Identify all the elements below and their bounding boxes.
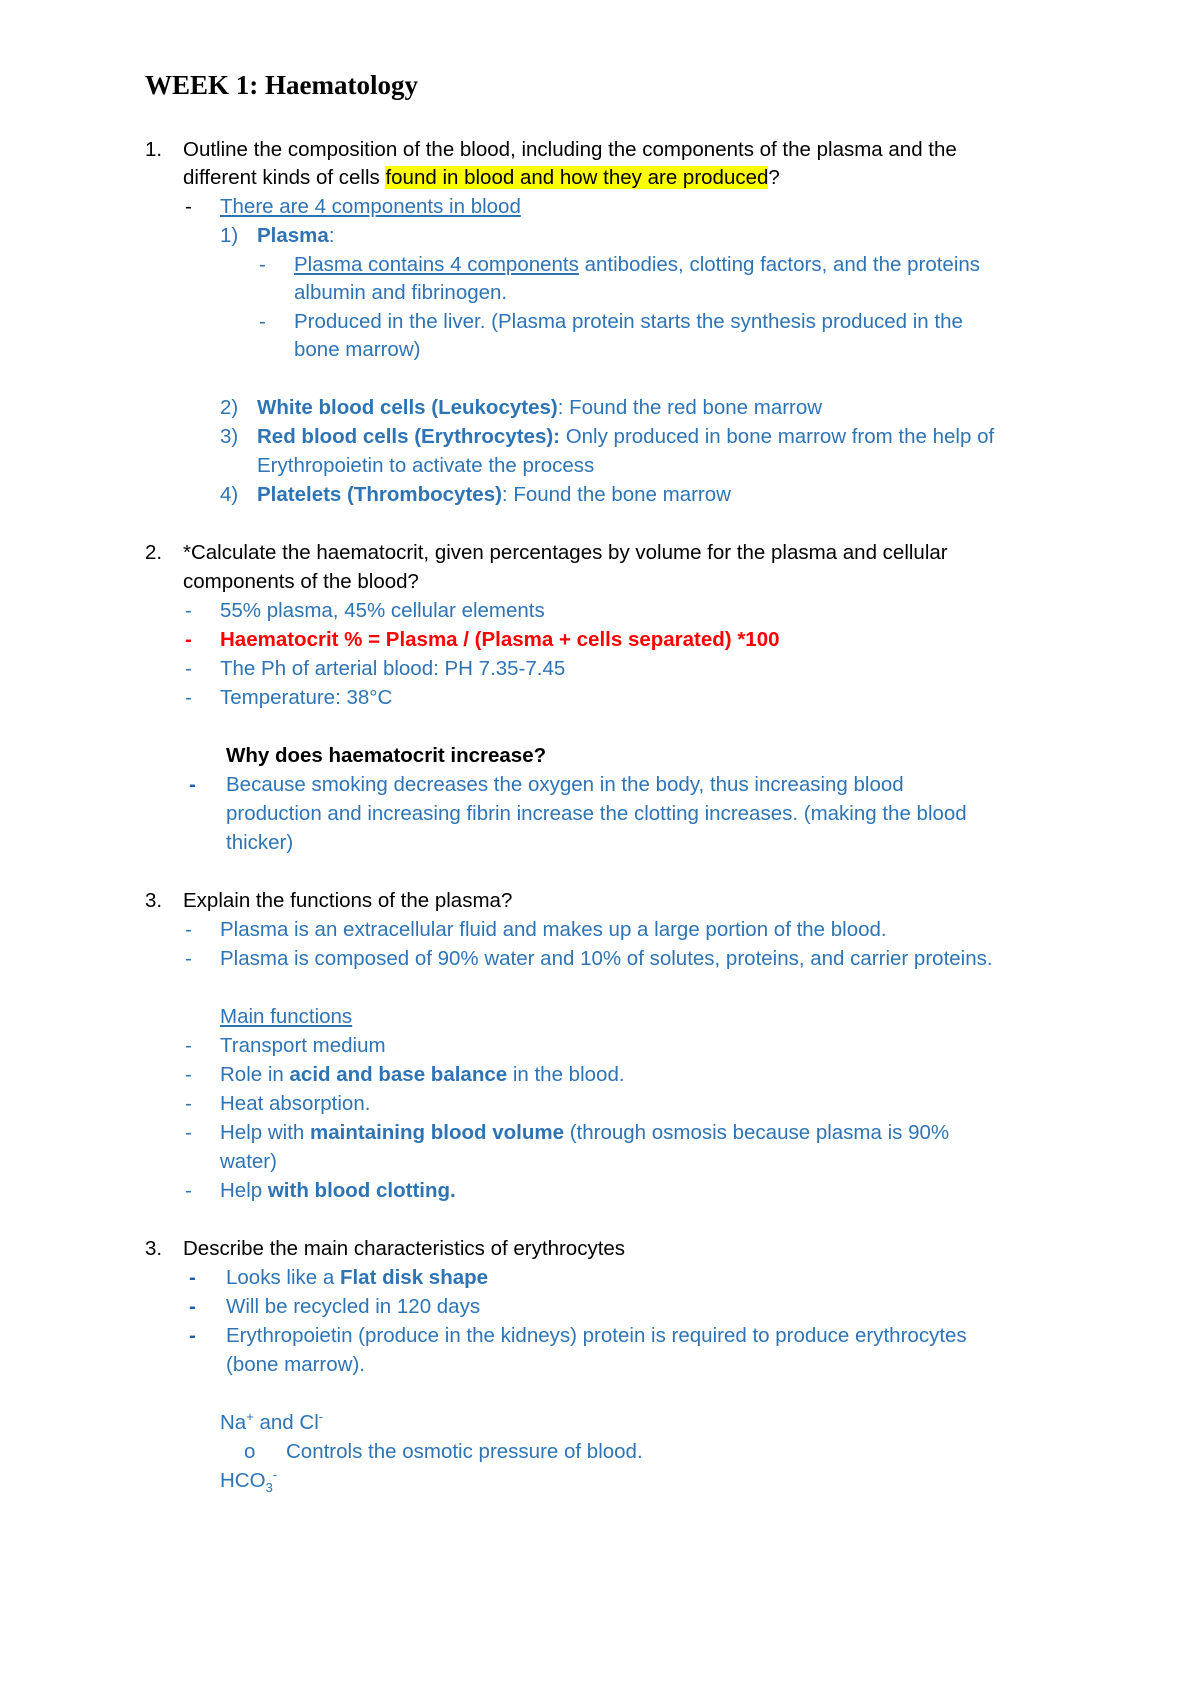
plasma-sub-2-line2: bone marrow) xyxy=(294,338,421,361)
function-4-post: (through osmosis because plasma is 90% xyxy=(564,1121,950,1144)
erythrocyte-bullet-3-line1: Erythropoietin (produce in the kidneys) protein is required to produce erythrocytes xyxy=(226,1324,967,1347)
component-4-number: 4) xyxy=(220,483,239,506)
function-1: Transport medium xyxy=(220,1034,386,1057)
function-2-post: in the blood. xyxy=(507,1063,625,1086)
component-3-label: Red blood cells (Erythrocytes): xyxy=(257,425,561,448)
q4-question: Describe the main characteristics of erythrocytes xyxy=(183,1237,626,1260)
component-4-rest: : Found the bone marrow xyxy=(501,483,731,506)
ion-hco-subscript: 3 xyxy=(265,1480,273,1496)
bullet-dash: - xyxy=(189,773,196,796)
why-line3: thicker) xyxy=(226,831,294,854)
ion-cl: and Cl xyxy=(253,1411,319,1434)
component-4-label: Platelets (Thrombocytes) xyxy=(257,483,502,506)
erythrocyte-bullet-2: Will be recycled in 120 days xyxy=(226,1295,481,1318)
ion-bicarbonate xyxy=(220,1467,277,1494)
q2-number: 2. xyxy=(145,541,163,564)
function-2 xyxy=(220,1061,625,1088)
bullet-dash: - xyxy=(185,628,192,651)
component-1-heading xyxy=(257,222,335,249)
q2-line2: components of the blood? xyxy=(183,570,419,593)
bullet-dash: - xyxy=(185,657,192,680)
component-1-label: Plasma xyxy=(257,224,329,247)
q1-number: 1. xyxy=(145,138,163,161)
ion-sodium-chloride xyxy=(220,1409,323,1436)
plasma-sub-1-underlined: Plasma contains 4 components xyxy=(294,253,579,276)
ion-description: Controls the osmotic pressure of blood. xyxy=(286,1440,643,1463)
component-3-rest: Only produced in bone marrow from the help of xyxy=(560,425,995,448)
function-4-pre: Help with xyxy=(220,1121,311,1144)
q2-bullet-3: The Ph of arterial blood: PH 7.35-7.45 xyxy=(220,657,566,680)
main-functions-heading: Main functions xyxy=(220,1005,353,1028)
q2-bullet-1: 55% plasma, 45% cellular elements xyxy=(220,599,545,622)
plasma-sub-2-line1: Produced in the liver. (Plasma protein starts the synthesis produced in the xyxy=(294,310,963,333)
bullet-dash: - xyxy=(185,947,192,970)
q3-bullet-1: Plasma is an extracellular fluid and makes up a large portion of the blood. xyxy=(220,918,887,941)
q1-line2 xyxy=(183,164,780,191)
bullet-dash: - xyxy=(185,195,192,218)
bullet-dash: - xyxy=(185,1092,192,1115)
ion-hco-charge: - xyxy=(272,1467,278,1483)
q1-highlight: found in blood and how they are produced xyxy=(385,166,769,189)
bullet-dash: - xyxy=(185,599,192,622)
bullet-dash: - xyxy=(189,1266,196,1289)
q3-bullet-2: Plasma is composed of 90% water and 10% of solutes, proteins, and carrier proteins. xyxy=(220,947,993,970)
component-2-rest: : Found the red bone marrow xyxy=(557,396,823,419)
component-2-heading xyxy=(257,394,822,421)
bullet-dash: - xyxy=(259,310,266,333)
bullet-dash: - xyxy=(259,253,266,276)
q1-line1: Outline the composition of the blood, including the components of the plasma and the xyxy=(183,138,957,161)
bullet-dash: - xyxy=(189,1324,196,1347)
why-heading: Why does haematocrit increase? xyxy=(226,744,547,767)
component-3-number: 3) xyxy=(220,425,239,448)
plasma-sub-1-rest: antibodies, clotting factors, and the proteins xyxy=(578,253,981,276)
page-title: WEEK 1: Haematology xyxy=(145,70,418,100)
q1-line2-pre: different kinds of cells xyxy=(183,166,386,189)
why-line2: production and increasing fibrin increase the clotting increases. (making the blood xyxy=(226,802,967,825)
component-1-colon: : xyxy=(328,224,335,247)
q4-number: 3. xyxy=(145,1237,163,1260)
q1-line2-post: ? xyxy=(768,166,780,189)
function-4 xyxy=(220,1119,949,1146)
component-3-line2: Erythropoietin to activate the process xyxy=(257,454,595,477)
q2-line1: *Calculate the haematocrit, given percentages by volume for the plasma and cellular xyxy=(183,541,948,564)
haematocrit-formula: Haematocrit % = Plasma / (Plasma + cells separated) *100 xyxy=(220,628,780,651)
q3-number: 3. xyxy=(145,889,163,912)
component-2-number: 2) xyxy=(220,396,239,419)
plasma-sub-1-line2: albumin and fibrinogen. xyxy=(294,281,508,304)
function-4-bold: maintaining blood volume xyxy=(310,1121,564,1144)
bullet-dash: - xyxy=(185,1034,192,1057)
why-line1: Because smoking decreases the oxygen in the body, thus increasing blood xyxy=(226,773,904,796)
ion-na-charge: + xyxy=(246,1409,254,1425)
bullet-dash: - xyxy=(189,1295,196,1318)
function-2-pre: Role in xyxy=(220,1063,290,1086)
erythrocyte-bullet-1-bold: Flat disk shape xyxy=(339,1266,489,1289)
function-4-line2: water) xyxy=(220,1150,277,1173)
bullet-dash: - xyxy=(185,1179,192,1202)
component-4-heading xyxy=(257,481,731,508)
component-1-number: 1) xyxy=(220,224,239,247)
function-2-bold: acid and base balance xyxy=(289,1063,508,1086)
ion-na: Na xyxy=(220,1411,247,1434)
plasma-sub-1 xyxy=(294,251,980,278)
function-5 xyxy=(220,1177,456,1204)
ion-hco: HCO xyxy=(220,1469,266,1492)
function-5-bold: with blood clotting. xyxy=(267,1179,456,1202)
erythrocyte-bullet-1 xyxy=(226,1264,488,1291)
function-3: Heat absorption. xyxy=(220,1092,371,1115)
component-3-heading xyxy=(257,423,994,450)
ion-cl-charge: - xyxy=(318,1409,324,1425)
erythrocyte-bullet-1-pre: Looks like a xyxy=(226,1266,340,1289)
q1-intro: There are 4 components in blood xyxy=(220,195,521,218)
bullet-dash: - xyxy=(185,1121,192,1144)
q3-question: Explain the functions of the plasma? xyxy=(183,889,513,912)
bullet-dash: - xyxy=(185,918,192,941)
bullet-dash: - xyxy=(185,1063,192,1086)
component-2-label: White blood cells (Leukocytes) xyxy=(257,396,558,419)
q2-bullet-4: Temperature: 38°C xyxy=(220,686,393,709)
bullet-dash: - xyxy=(185,686,192,709)
circle-bullet: o xyxy=(244,1440,256,1463)
function-5-pre: Help xyxy=(220,1179,268,1202)
erythrocyte-bullet-3-line2: (bone marrow). xyxy=(226,1353,365,1376)
